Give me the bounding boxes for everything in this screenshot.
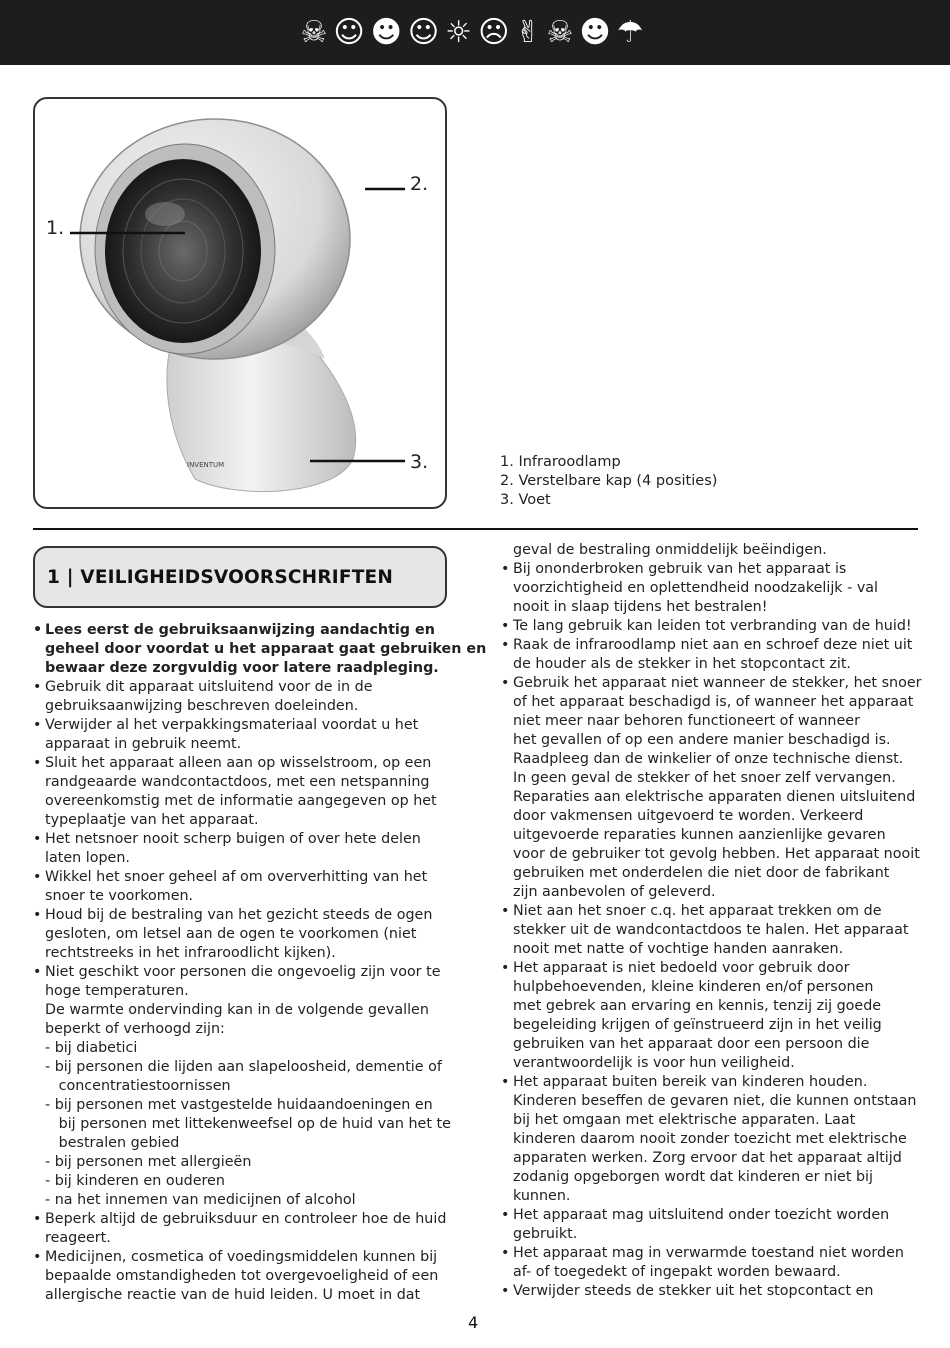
list-item: • Gebruik dit apparaat uitsluitend voor de in de gebruiksaanwijzing beschreven doeleinden. [33, 679, 373, 714]
lamp-brand-label: INVENTUM [187, 461, 225, 469]
bullet-icon: • [501, 675, 510, 691]
bullet-icon: • [501, 1207, 510, 1223]
bullet-icon: • [501, 637, 510, 653]
page-header [0, 0, 950, 65]
list-item: • Medicijnen, cosmetica of voedingsmiddelen kunnen bij bepaalde omstandigheden tot overgevoeligheid of een allergische reactie van de huid leiden. U moet in dat [33, 1249, 439, 1303]
bullet-icon: • [33, 679, 42, 695]
sub-item: bij personen met littekenweefsel op de huid van het te [45, 1116, 451, 1132]
callout-label-2: 2. [410, 173, 429, 195]
left-column [33, 621, 487, 1305]
sub-item: - bij personen met vastgestelde huidaandoeningen en [45, 1097, 433, 1113]
sub-item: - na het innemen van medicijnen of alcohol [45, 1192, 356, 1208]
list-item: • Niet aan het snoer c.q. het apparaat trekken om de stekker uit de wandcontactdoos te halen. Het apparaat nooit met natte of vochtige handen aanraken. [501, 903, 909, 957]
right-column [501, 541, 921, 1301]
bullet-icon: • [33, 1211, 42, 1227]
bullet-icon: • [501, 1074, 510, 1090]
bullet-icon: • [33, 755, 42, 771]
list-item: • Raak de infraroodlamp niet aan en schroef deze niet uit de houder als de stekker in het stopcontact zit. [501, 637, 913, 672]
list-item: • Het apparaat buiten bereik van kinderen houden. Kinderen beseffen de gevaren niet, die kunnen ontstaan bij het omgaan met elektrische apparaten. Laat kinderen daarom nooit zonder toezicht met elektrische apparaten werken. Zorg ervoor dat het apparaat altijd zodanig opgeborgen wordt dat kinderen er niet bij kunnen. [501, 1074, 917, 1204]
list-item: • Bij ononderbroken gebruik van het apparaat is voorzichtigheid en oplettendheid noodzakelijk - val nooit in slaap tijdens het bestralen! [501, 561, 879, 615]
bullet-icon: • [33, 831, 42, 847]
header-title: ☠☺☻☺☼☹✌☠☻☂ [300, 15, 650, 50]
sub-item: bestralen gebied [45, 1135, 180, 1151]
bullet-icon: • [501, 960, 510, 976]
list-item: • Verwijder steeds de stekker uit het stopcontact en [501, 1283, 874, 1299]
list-item: • Niet geschikt voor personen die ongevoelig zijn voor te hoge temperaturen. De warmte ondervinding kan in de volgende gevallen beperkt of verhoogd zijn: - bij diabetici - bij personen die lijden aan slapeloosheid, dementie of concentratiestoornissen - bij personen met vastgestelde huidaandoeningen en bij personen met littekenweefsel op de huid van het te bestralen gebied - bij personen met allergieën - bij kinderen en ouderen - na het innemen van medicijnen of alcohol [33, 963, 458, 1210]
bullet-icon: • [501, 561, 510, 577]
bullet-icon: • [33, 622, 43, 638]
page-number: 4 [468, 1313, 479, 1332]
list-item: • Te lang gebruik kan leiden tot verbranding van de huid! [501, 618, 912, 634]
sub-item: concentratiestoornissen [45, 1078, 231, 1094]
callout-label-1: 1. [46, 217, 65, 239]
bullet-icon: • [501, 1245, 510, 1261]
legend-item: 3. Voet [500, 492, 551, 508]
bullet-icon: • [33, 964, 42, 980]
bullet-icon: • [501, 1283, 510, 1299]
list-item: • Het apparaat mag uitsluitend onder toezicht worden gebruikt. [501, 1207, 890, 1242]
bullet-icon: • [33, 1249, 42, 1265]
bullet-icon: • [501, 903, 510, 919]
product-figure [33, 97, 447, 509]
list-item: • Lees eerst de gebruiksaanwijzing aandachtig en geheel door voordat u het apparaat gaat gebruiken en bewaar deze zorgvuldig voor latere raadpleging. [33, 622, 487, 676]
horizontal-divider [33, 528, 918, 530]
bullet-icon: • [501, 618, 510, 634]
legend-item: 2. Verstelbare kap (4 posities) [500, 473, 718, 489]
bullet-icon: • [33, 717, 42, 733]
sub-item: - bij personen die lijden aan slapeloosheid, dementie of [45, 1059, 442, 1075]
list-item: • Houd bij de bestraling van het gezicht steeds de ogen gesloten, om letsel aan de ogen te voorkomen (niet rechtstreeks in het infraroodlicht kijken). [33, 907, 433, 961]
continuation-text: geval de bestraling onmiddelijk beëindigen. [513, 542, 827, 558]
bullet-icon: • [33, 907, 42, 923]
figure-legend [500, 453, 717, 510]
list-item: • Beperk altijd de gebruiksduur en controleer hoe de huid reageert. [33, 1211, 447, 1246]
callout-label-3: 3. [410, 451, 429, 473]
list-item: • Het apparaat mag in verwarmde toestand niet worden af- of toegedekt of ingepakt worden bewaard. [501, 1245, 904, 1280]
section-heading-box [33, 546, 447, 608]
list-item: • Wikkel het snoer geheel af om oververhitting van het snoer te voorkomen. [33, 869, 428, 904]
list-item: • Het apparaat is niet bedoeld voor gebruik door hulpbehoevenden, kleine kinderen en/of personen met gebrek aan ervaring en kennis, tenzij zij goede begeleiding krijgen of geïnstrueerd zijn in het veilig gebruiken van het apparaat door een persoon die verantwoordelijk is voor hun veiligheid. [501, 960, 882, 1071]
sub-item: - bij personen met allergieën [45, 1154, 252, 1170]
legend-item: 1. Infraroodlamp [500, 454, 621, 470]
bullet-icon: • [33, 869, 42, 885]
list-item: • Verwijder al het verpakkingsmateriaal voordat u het apparaat in gebruik neemt. [33, 717, 419, 752]
sub-item: - bij diabetici [45, 1040, 138, 1056]
infrared-lamp-illustration [35, 99, 447, 509]
sub-item: - bij kinderen en ouderen [45, 1173, 225, 1189]
list-item: • Sluit het apparaat alleen aan op wisselstroom, op een randgeaarde wandcontactdoos, met een netspanning overeenkomstig met de informatie aangegeven op het typeplaatje van het apparaat. [33, 755, 437, 828]
section-title: 1 | VEILIGHEIDSVOORSCHRIFTEN [47, 566, 394, 588]
list-item: • Gebruik het apparaat niet wanneer de stekker, het snoer of het apparaat beschadigd is, of wanneer het apparaat niet meer naar behoren functioneert of wanneer het gevallen of op een andere manier beschadigd is. Raadpleeg dan de winkelier of onze technische dienst. In geen geval de stekker of het snoer zelf vervangen. Reparaties aan elektrische apparaten dienen uitsluitend door vakmensen uitgevoerd te worden. Verkeerd uitgevoerde reparaties kunnen aanzienlijke gevaren voor de gebruiker tot gevolg hebben. Het apparaat nooit gebruiken met onderdelen die niet door de fabrikant zijn aanbevolen of geleverd. [501, 675, 922, 900]
list-item: • Het netsnoer nooit scherp buigen of over hete delen laten lopen. [33, 831, 421, 866]
